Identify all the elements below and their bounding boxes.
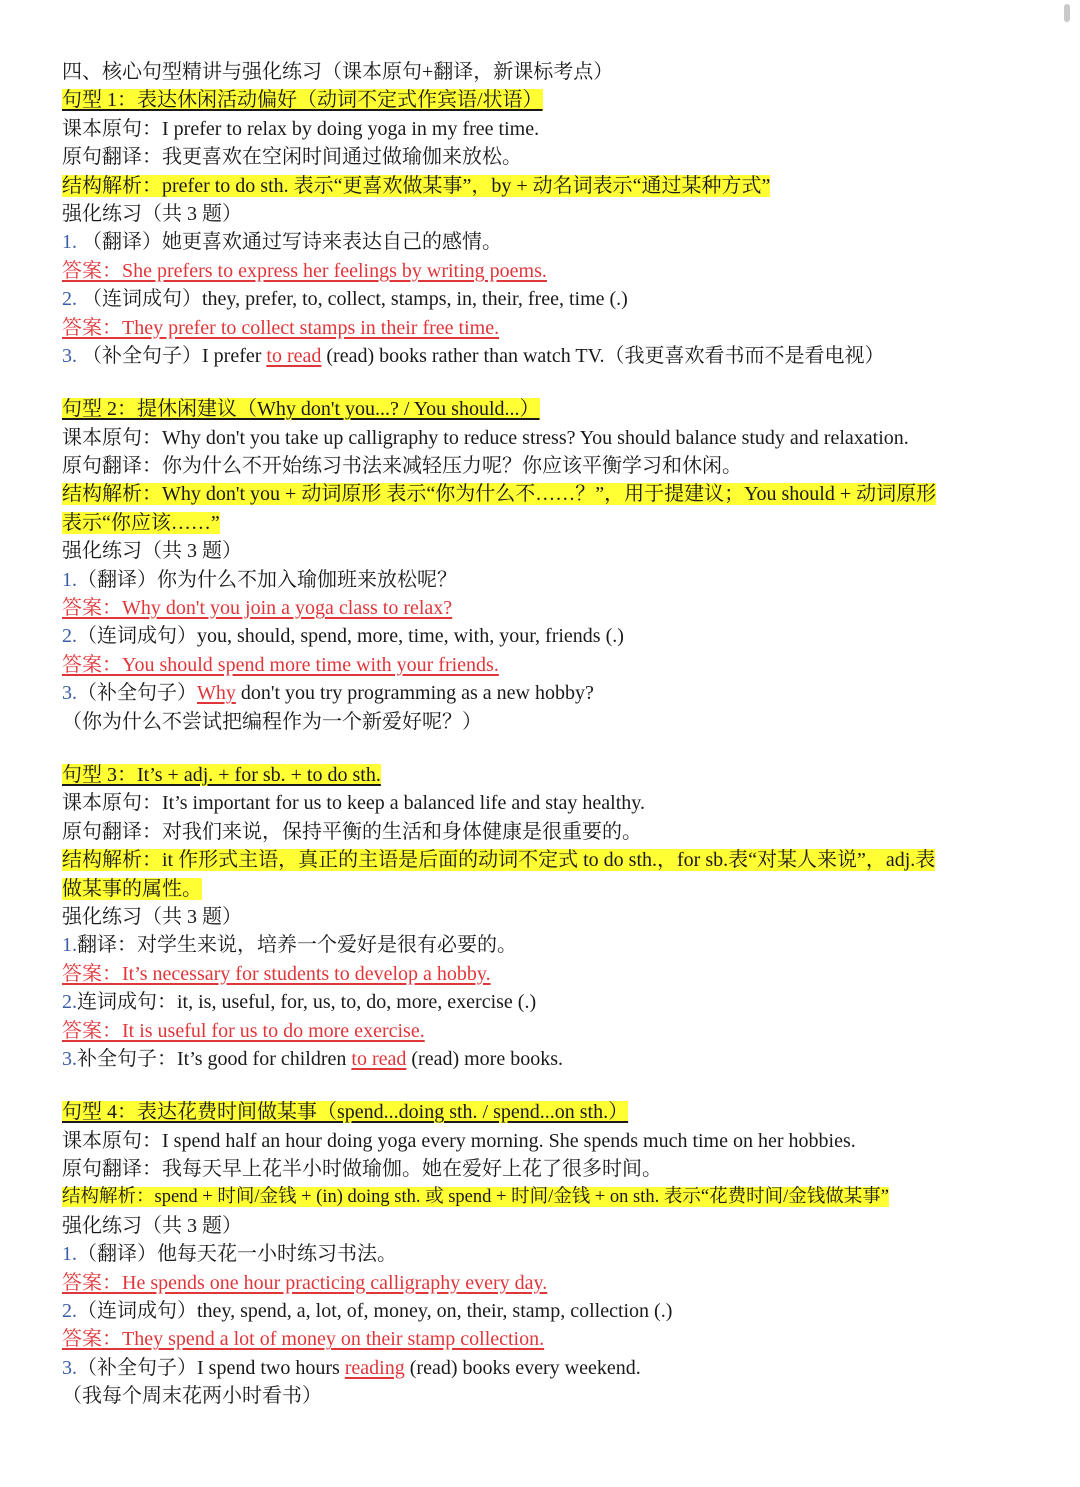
question-2 [62,988,1052,1016]
question-number: 2. [62,288,77,311]
section-1 [62,86,1052,370]
translation: 原句翻译：对我们来说，保持平衡的生活和身体健康是很重要的。 [62,820,642,843]
answer-1: 答案：She prefers to express her feelings by writing poems. [62,259,547,282]
question-number: 3. [62,1047,77,1070]
question-2 [62,1297,1052,1325]
question-text-cont: don't you try programming as a new hobby? [235,682,594,705]
section-3 [62,761,1052,1073]
answer-2: 答案：They prefer to collect stamps in their free time. [62,316,500,339]
question-text: 翻译：对学生来说，培养一个爱好是很有必要的。 [77,934,517,957]
question-2 [62,285,1052,313]
translation: 原句翻译：我每天早上花半小时做瑜伽。她在爱好上花了很多时间。 [62,1158,662,1181]
practice-title: 强化练习（共 3 题） [62,202,242,225]
question-number: 1. [62,1243,77,1266]
section-heading: 句型 1：表达休闲活动偏好（动词不定式作宾语/状语） [62,89,543,112]
question-number: 3. [62,1356,77,1379]
structure-analysis-cont: 做某事的属性。 [62,877,202,900]
fill-answer: to read [266,344,322,367]
question-1 [62,566,1052,594]
question-text: 连词成句：it, is, useful, for, us, to, do, more, exercise (.) [77,991,537,1014]
question-number: 1. [62,934,77,957]
question-text-cont: (read) more books. [406,1047,564,1070]
question-1 [62,1240,1052,1268]
question-text: 补全句子：It’s good for children [77,1047,352,1070]
fill-answer: reading [344,1356,405,1379]
section-4 [62,1098,1052,1410]
question-text-cont: (read) books every weekend. [404,1356,641,1379]
question-text-cont: (read) books rather than watch TV.（我更喜欢看书而不是看电视） [321,344,885,367]
section-heading: 句型 3：It’s + adj. + for sb. + to do sth. [62,763,381,786]
question-text: （翻译）你为什么不加入瑜伽班来放松呢？ [77,568,457,591]
practice-title: 强化练习（共 3 题） [62,540,242,563]
structure-analysis-cont: 表示“你应该……” [62,511,220,534]
question-3-translation: （你为什么不尝试把编程作为一个新爱好呢？） [62,710,482,733]
structure-analysis: 结构解析：prefer to do sth. 表示“更喜欢做某事”，by + 动名词表示“通过某种方式” [62,174,771,197]
translation: 原句翻译：你为什么不开始练习书法来减轻压力呢？你应该平衡学习和休闲。 [62,455,742,478]
structure-analysis: 结构解析：it 作形式主语，真正的主语是后面的动词不定式 to do sth.，for sb.表“对某人来说”，adj.表 [62,849,936,872]
question-text: （连词成句）you, should, spend, more, time, with, your, friends (.) [77,625,624,648]
question-number: 3. [62,682,77,705]
question-text: （连词成句）they, prefer, to, collect, stamps, in, their, free, time (.) [82,288,628,311]
original-sentence: 课本原句：I prefer to relax by doing yoga in my free time. [62,117,540,140]
question-3 [62,1354,1052,1382]
section-heading: 句型 2：提休闲建议（Why don't you...? / You should...） [62,398,540,421]
document-page [62,58,1052,1411]
question-text: （补全句子）I prefer [82,344,267,367]
question-number: 1. [62,568,77,591]
question-1 [62,931,1052,959]
question-3-translation: （我每个周末花两小时看书） [62,1385,322,1408]
answer-2: 答案：They spend a lot of money on their stamp collection. [62,1328,545,1351]
question-number: 2. [62,991,77,1014]
section-2 [62,395,1052,736]
question-1 [62,228,1052,256]
question-number: 1. [62,231,77,254]
question-3 [62,1045,1052,1073]
question-text: （翻译）他每天花一小时练习书法。 [77,1243,397,1266]
practice-title: 强化练习（共 3 题） [62,905,242,928]
question-text: （补全句子）I spend two hours [77,1356,345,1379]
question-number: 3. [62,344,77,367]
structure-analysis: 结构解析：spend + 时间/金钱 + (in) doing sth. 或 spend + 时间/金钱 + on sth. 表示“花费时间/金钱做某事” [62,1187,889,1208]
section-heading: 句型 4：表达花费时间做某事（spend...doing sth. / spend...on sth.） [62,1101,629,1124]
question-number: 2. [62,1300,77,1323]
question-2 [62,622,1052,650]
answer-1: 答案：He spends one hour practicing calligraphy every day. [62,1271,548,1294]
answer-1: 答案：Why don't you join a yoga class to relax? [62,597,453,620]
question-3 [62,679,1052,707]
answer-1: 答案：It’s necessary for students to develop a hobby. [62,962,491,985]
question-text: （补全句子） [77,682,197,705]
original-sentence: 课本原句：I spend half an hour doing yoga every morning. She spends much time on her hobbies. [62,1129,856,1152]
structure-analysis: 结构解析：Why don't you + 动词原形 表示“你为什么不……？”，用于提建议；You should + 动词原形 [62,483,937,506]
answer-2: 答案：You should spend more time with your friends. [62,653,499,676]
fill-answer: to read [351,1047,407,1070]
translation: 原句翻译：我更喜欢在空闲时间通过做瑜伽来放松。 [62,146,522,169]
question-text: （连词成句）they, spend, a, lot, of, money, on, their, stamp, collection (.) [77,1300,673,1323]
original-sentence: 课本原句：It’s important for us to keep a balanced life and stay healthy. [62,792,645,815]
scrollbar[interactable] [1064,4,1070,22]
question-text: （翻译）她更喜欢通过写诗来表达自己的感情。 [82,231,502,254]
practice-title: 强化练习（共 3 题） [62,1214,242,1237]
question-3 [62,342,1052,370]
fill-answer: Why [197,682,236,705]
question-number: 2. [62,625,77,648]
original-sentence: 课本原句：Why don't you take up calligraphy to reduce stress? You should balance study and relaxation. [62,426,909,449]
page-title: 四、核心句型精讲与强化练习（课本原句+翻译，新课标考点） [62,61,614,83]
answer-2: 答案：It is useful for us to do more exercise. [62,1019,425,1042]
